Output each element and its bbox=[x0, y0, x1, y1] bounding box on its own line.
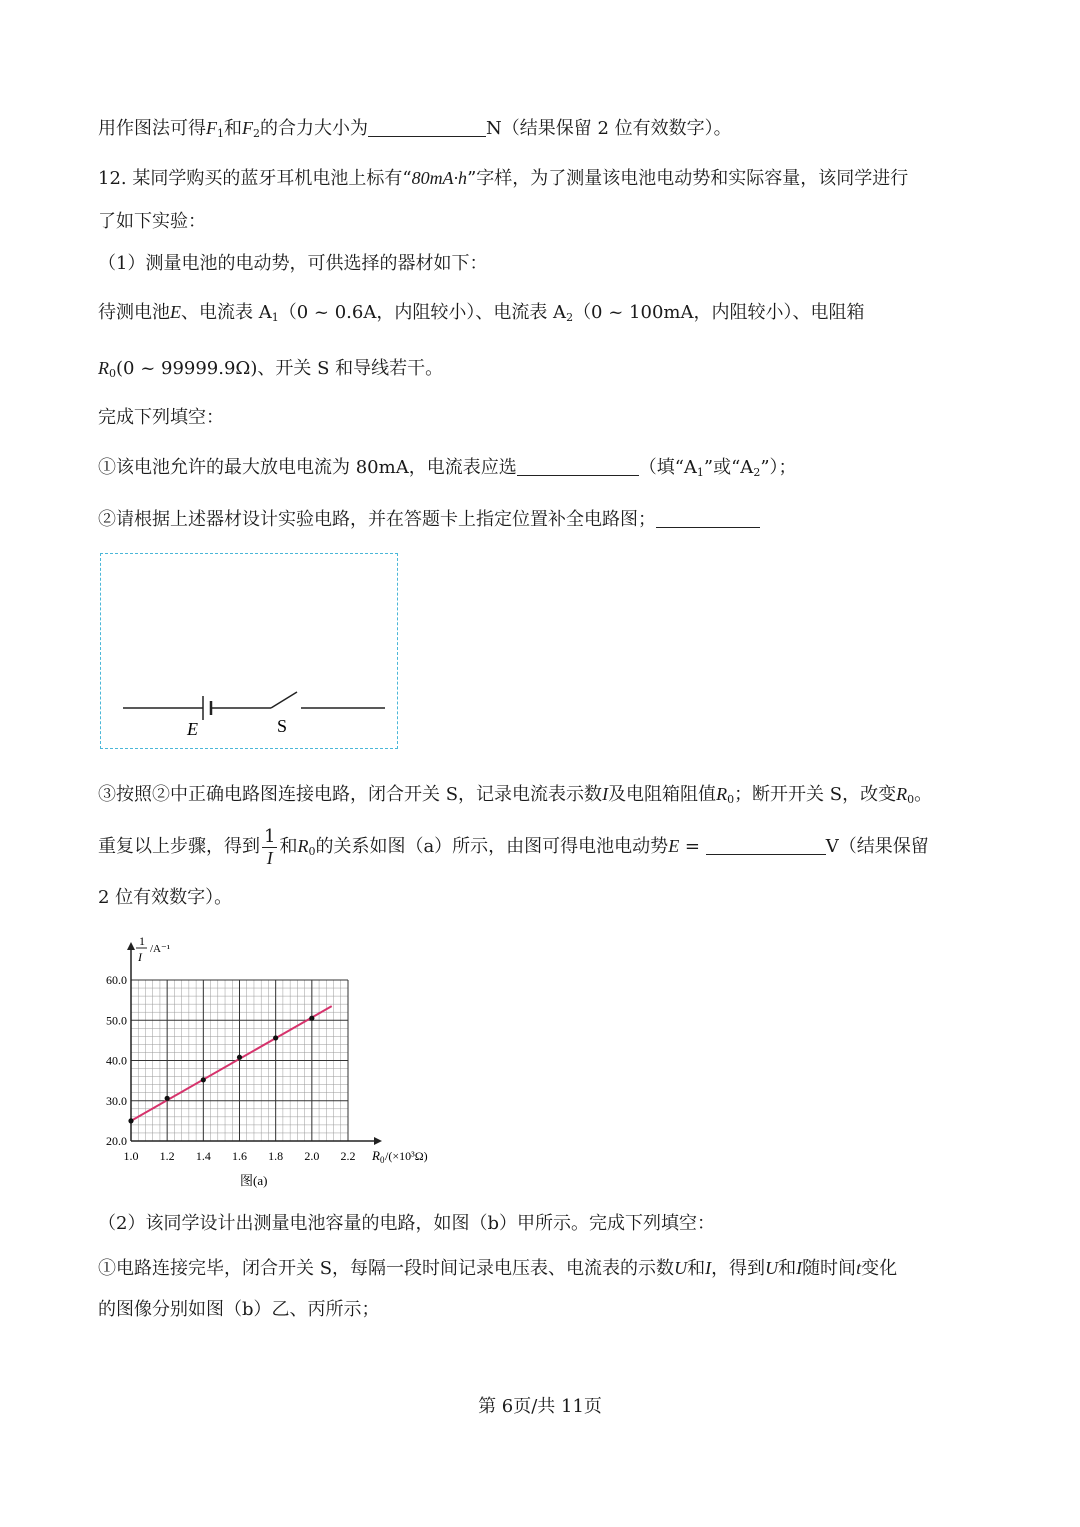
part-2-step-1 bbox=[98, 1256, 897, 1281]
text: ①电路连接完毕，闭合开关 S，每隔一段时间记录电压表、电流表的示数 bbox=[98, 1258, 675, 1279]
blank-resultant-force[interactable] bbox=[368, 118, 486, 137]
text: （0 ~ 100mA，内阻较小）、电阻箱 bbox=[573, 302, 865, 323]
var-i: I bbox=[796, 1258, 803, 1278]
var-f2: F bbox=[242, 118, 253, 138]
part-2-step-1-cont bbox=[98, 1298, 380, 1322]
y-label-num: 1 bbox=[139, 934, 145, 948]
x-label-unit: /(×10³Ω) bbox=[385, 1149, 428, 1163]
text: 随时间 bbox=[802, 1258, 857, 1279]
x-tick-label: 1.8 bbox=[268, 1149, 284, 1163]
x-label-r: R bbox=[372, 1148, 380, 1163]
frac-den: I bbox=[266, 847, 273, 868]
text: 待测电池 bbox=[98, 302, 170, 323]
answer-line-1 bbox=[98, 116, 732, 146]
y-tick-label: 40.0 bbox=[106, 1053, 127, 1068]
data-point bbox=[128, 1118, 133, 1123]
var-e: E bbox=[170, 302, 181, 322]
fill-instruction bbox=[98, 406, 224, 430]
x-tick-label: 2.0 bbox=[304, 1149, 320, 1163]
y-tick-labels bbox=[106, 973, 127, 1148]
part-1-heading bbox=[98, 252, 487, 276]
text: 12. 某同学购买的蓝牙耳机电池上标有“ bbox=[98, 168, 412, 189]
equals: = bbox=[684, 836, 701, 857]
blank-circuit[interactable] bbox=[656, 509, 760, 528]
var-f1: F bbox=[206, 118, 217, 138]
y-tick-label: 60.0 bbox=[106, 973, 127, 987]
var-t: t bbox=[856, 1258, 862, 1278]
text: (0 ~ 99999.9Ω) bbox=[116, 358, 258, 379]
x-tick-label: 1.6 bbox=[232, 1149, 247, 1163]
circuit-diagram bbox=[101, 554, 397, 748]
page-footer: 第 6页/共 11页 bbox=[478, 1396, 602, 1417]
sub: 0 bbox=[109, 367, 116, 380]
text: 了如下实验： bbox=[98, 211, 206, 232]
text: 、电流表 A bbox=[181, 302, 272, 323]
text: （1）测量电池的电动势，可供选择的器材如下： bbox=[98, 253, 488, 274]
text: N（结果保留 2 位有效数字）。 bbox=[486, 118, 732, 139]
sub: 1 bbox=[271, 311, 279, 324]
var-i: I bbox=[602, 784, 609, 804]
sub: 2 bbox=[253, 127, 260, 140]
var-r: R bbox=[716, 784, 728, 804]
var-u: U bbox=[765, 1258, 779, 1278]
text: ①该电池允许的最大放电电流为 80mA，电流表应选 bbox=[98, 457, 517, 478]
text: ，得到 bbox=[711, 1258, 766, 1279]
text: ③按照②中正确电路图连接电路，闭合开关 S，记录电流表示数 bbox=[98, 784, 603, 805]
chart-caption: 图(a) bbox=[240, 1173, 268, 1188]
sub: 0 bbox=[308, 845, 316, 858]
text: ；断开开关 S，改变 bbox=[734, 784, 897, 805]
part-2-heading bbox=[98, 1212, 715, 1236]
circuit-answer-area[interactable] bbox=[100, 553, 398, 749]
battery-label: E bbox=[187, 719, 198, 739]
text: 变化 bbox=[861, 1258, 898, 1279]
step-4-cont bbox=[98, 886, 232, 910]
step-1 bbox=[98, 456, 797, 485]
sub: 0 bbox=[727, 793, 735, 806]
frac-num: 1 bbox=[264, 825, 276, 847]
battery-label: 80mA·h bbox=[411, 168, 468, 188]
text: 重复以上步骤，得到 bbox=[98, 836, 260, 857]
text: ②请根据上述器材设计实验电路，并在答题卡上指定位置补全电路图； bbox=[98, 509, 656, 530]
x-tick-label: 1.4 bbox=[195, 1149, 211, 1163]
y-tick-label: 20.0 bbox=[106, 1134, 127, 1148]
sub: 2 bbox=[566, 311, 574, 324]
text: 和 bbox=[224, 118, 242, 139]
x-tick-label: 2.2 bbox=[340, 1149, 356, 1163]
text: 。 bbox=[914, 784, 933, 805]
blank-ammeter-choice[interactable] bbox=[517, 457, 639, 476]
text: 的关系如图（a）所示，由图可得电池电动势 bbox=[315, 836, 669, 857]
step-2 bbox=[98, 508, 760, 532]
step-4 bbox=[98, 824, 929, 874]
text: 和 bbox=[778, 1258, 797, 1279]
fit-line bbox=[131, 1006, 332, 1121]
text: ”或“A bbox=[703, 457, 754, 478]
data-point bbox=[237, 1055, 242, 1060]
x-axis-arrow bbox=[374, 1137, 382, 1145]
text: 和 bbox=[687, 1258, 706, 1279]
data-point bbox=[165, 1096, 170, 1101]
y-tick-label: 30.0 bbox=[106, 1093, 127, 1108]
step-3 bbox=[98, 782, 932, 812]
text: ”）； bbox=[760, 457, 797, 478]
sub: 1 bbox=[217, 127, 224, 140]
var-i: I bbox=[705, 1258, 712, 1278]
text: 的图像分别如图（b）乙、丙所示； bbox=[98, 1299, 380, 1320]
text: ”字样，为了测量该电池电动势和实际容量，该同学进行 bbox=[467, 168, 909, 189]
text: 2 位有效数字）。 bbox=[98, 887, 233, 908]
y-label-unit: /A⁻¹ bbox=[150, 943, 171, 955]
y-tick-label: 50.0 bbox=[106, 1013, 127, 1028]
fraction-1-over-i bbox=[262, 827, 277, 868]
text: （填“A bbox=[638, 457, 697, 478]
var-r: R bbox=[297, 836, 309, 856]
text: 的合力大小为 bbox=[260, 118, 368, 139]
y-label-den: I bbox=[138, 950, 142, 964]
text: （0 ~ 0.6A，内阻较小）、电流表 A bbox=[278, 302, 567, 323]
x-tick-label: 1.2 bbox=[159, 1149, 175, 1163]
var-r: R bbox=[98, 358, 109, 378]
text: 及电阻箱阻值 bbox=[608, 784, 717, 805]
var-u: U bbox=[674, 1258, 688, 1278]
var-e: E bbox=[668, 836, 680, 856]
switch-blade bbox=[271, 692, 297, 708]
text: V（结果保留 bbox=[825, 836, 929, 857]
x-tick-label: 1.0 bbox=[123, 1149, 139, 1163]
equipment-line-2 bbox=[98, 356, 443, 386]
switch-label: S bbox=[277, 716, 288, 736]
question-12-line-2 bbox=[98, 210, 206, 234]
sub: 2 bbox=[753, 466, 761, 479]
data-point bbox=[309, 1016, 314, 1021]
data-point bbox=[273, 1035, 278, 1040]
equipment-line bbox=[98, 300, 864, 330]
question-12-line-1 bbox=[98, 166, 908, 191]
blank-emf[interactable] bbox=[706, 836, 826, 855]
var-r: R bbox=[896, 784, 908, 804]
text: 和 bbox=[279, 836, 298, 857]
chart-figure-a bbox=[90, 928, 450, 1198]
text: 完成下列填空： bbox=[98, 407, 224, 428]
data-point bbox=[201, 1077, 206, 1082]
sub: 1 bbox=[696, 466, 704, 479]
x-label-sub: 0 bbox=[380, 1155, 385, 1165]
text: 用作图法可得 bbox=[98, 118, 206, 139]
text: （2）该同学设计出测量电池容量的电路，如图（b）甲所示。完成下列填空： bbox=[98, 1213, 715, 1234]
text: 、开关 S 和导线若干。 bbox=[257, 358, 444, 379]
y-axis-arrow bbox=[127, 942, 135, 950]
sub: 0 bbox=[907, 793, 915, 806]
x-tick-labels bbox=[124, 1149, 356, 1163]
